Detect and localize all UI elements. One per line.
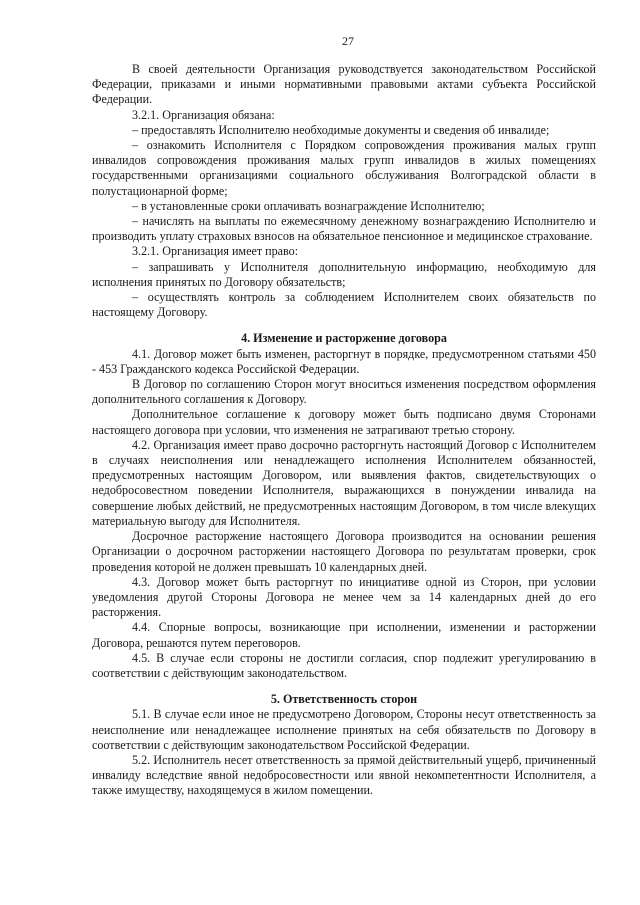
list-item-monitor-obligations: – осуществлять контроль за соблюдением Исполнителем своих обязательств по настоящему Договору. (92, 290, 596, 320)
section-heading-liability: 5. Ответственность сторон (270, 692, 418, 707)
list-item-request-information: – запрашивать у Исполнителя дополнительную информацию, необходимую для исполнения принятых по Договору обязательств; (92, 259, 596, 289)
paragraph-amendments-agreement: В Договор по соглашению Сторон могут вноситься изменения посредством оформления дополнительного соглашения к Договору. (92, 377, 596, 407)
list-item-insurance-contributions: – начислять на выплаты по ежемесячному денежному вознаграждению Исполнителю и производить уплату страховых взносов на обязательное пенсионное и медицинское страхование. (92, 214, 596, 244)
paragraph-4-3: 4.3. Договор может быть расторгнут по инициативе одной из Сторон, при условии уведомления другой Стороны Договора не менее чем за 14 календарных дней до его расторжения. (92, 574, 596, 620)
section-heading-amendment-termination: 4. Изменение и расторжение договора (241, 331, 447, 346)
paragraph-4-1: 4.1. Договор может быть изменен, расторгнут в порядке, предусмотренном статьями 450 - 453 Гражданского кодекса Российской Федерации. (92, 346, 596, 376)
list-item-familiarize-procedure: – ознакомить Исполнителя с Порядком сопровождения проживания малых групп инвалидов сопровождения проживания малых групп инвалидов в жилых помещениях государственными организациями социального обслуживания Волгоградской области в полустационарной форме; (92, 138, 596, 198)
paragraph-5-1: 5.1. В случае если иное не предусмотрено Договором, Стороны несут ответственность за неисполнение или ненадлежащее исполнение принятых на себя обязательств по Договору в соответствии с действующим законодательством Российской Федерации. (92, 707, 596, 752)
paragraph-4-5: 4.5. В случае если стороны не достигли согласия, спор подлежит урегулированию в соответствии с действующим законодательством. (92, 650, 596, 680)
paragraph-organization-duties-heading: 3.2.1. Организация обязана: (132, 107, 275, 122)
list-item-pay-remuneration: – в установленные сроки оплачивать вознаграждение Исполнителю; (132, 198, 485, 213)
paragraph-organization-legislation: В своей деятельности Организация руководствуется законодательством Российской Федерации, приказами и иными нормативными правовыми актами субъекта Российской Федерации. (92, 62, 596, 107)
list-item-provide-documents: – предоставлять Исполнителю необходимые документы и сведения об инвалиде; (132, 122, 550, 137)
page-number: 27 (342, 34, 354, 48)
paragraph-4-2: 4.2. Организация имеет право досрочно расторгнуть настоящий Договор с Исполнителем в случаях неисполнения или ненадлежащего исполнения Исполнителем обязанностей, предусмотренных настоящим Договором, или выявления фактов, свидетельствующих о недобросовестном поведении Исполнителя, выражающихся в понуждении инвалида на совершение любых действий, не предусмотренных настоящим Договором, в том числе влекущих материальную выгоду для Исполнителя. (92, 437, 596, 528)
paragraph-early-termination: Досрочное расторжение настоящего Договора производится на основании решения Организации о досрочном расторжении настоящего Договора по результатам проверки, срок проведения которой не должен превышать 10 календарных дней. (92, 529, 596, 574)
paragraph-4-4: 4.4. Спорные вопросы, возникающие при исполнении, изменении и расторжении Договора, решаются путем переговоров. (92, 620, 596, 650)
paragraph-additional-agreement: Дополнительное соглашение к договору может быть подписано двумя Сторонами настоящего договора при условии, что изменения не затрагивают третью сторону. (92, 407, 596, 437)
paragraph-organization-rights-heading: 3.2.1. Организация имеет право: (132, 244, 299, 259)
document-body (92, 62, 596, 799)
paragraph-5-2: 5.2. Исполнитель несет ответственность за прямой действительный ущерб, причиненный инвалиду вследствие явной недобросовестности или явной некомпетентности Исполнителя, а также имуществу, находящемуся в жилом помещении. (92, 752, 596, 798)
